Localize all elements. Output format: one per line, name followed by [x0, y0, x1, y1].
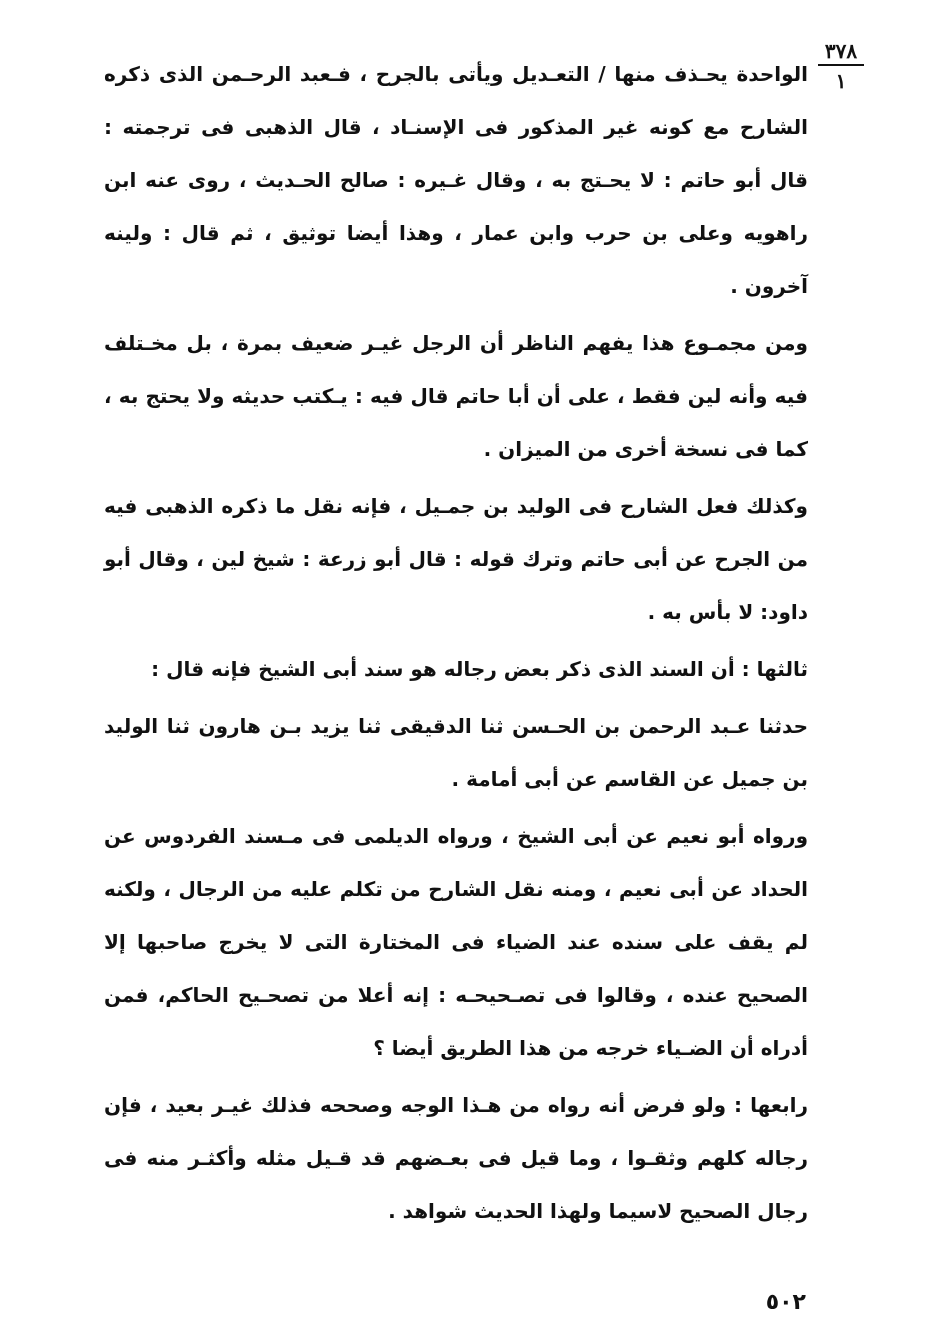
- margin-reference: [818, 40, 864, 92]
- margin-reference-page: ٣٧٨: [818, 40, 864, 66]
- body-text: [104, 48, 808, 1242]
- paragraph-3: وكذلك فعل الشارح فى الوليد بن جمـيل ، فإنه نقل ما ذكره الذهبى فيه من الجرح عن أبى حاتم وترك قوله : قال أبو زرعة : شيخ لين ، وقال أبو داود: لا بأس به .: [104, 494, 808, 624]
- paragraph-6: ورواه أبو نعيم عن أبى الشيخ ، ورواه الديلمى فى مـسند الفردوس عن الحداد عن أبى نعيم ، ومنه نقل الشارح من تكلم عليه من الرجال ، ولكنه لم يقف على سنده عند الضياء فى المختارة التى لا يخرج صاحبها إلا الصحيح عنده ، وقالوا فى تصـحيحـه : إنه أعلا من تصحـيح الحاكم، فمن أدراه أن الضـياء خرجه من هذا الطريق أيضا ؟: [104, 824, 808, 1060]
- paragraph-4: ثالثها : أن السند الذى ذكر بعض رجاله هو سند أبى الشيخ فإنه قال :: [151, 657, 808, 681]
- margin-reference-volume: ١: [835, 69, 847, 93]
- paragraph-7: رابعها : ولو فرض أنه رواه من هـذا الوجه وصححه فذلك غيـر بعيد ، فإن رجاله كلهم وثقـوا ، وما قيل فى بعـضهم قد قـيل مثله وأكثـر منه فى رجال الصحيح لاسيما ولهذا الحديث شواهد .: [104, 1093, 808, 1223]
- page-number: ٥٠٢: [765, 1290, 806, 1315]
- paragraph-2: ومن مجمـوع هذا يفهم الناظر أن الرجل غيـر ضعيف بمرة ، بل مخـتلف فيه وأنه لين فقط ، على أن أبا حاتم قال فيه : يـكتب حديثه ولا يحتج به ، كما فى نسخة أخرى من الميزان .: [104, 331, 808, 461]
- paragraph-1: الواحدة يحـذف منها / التعـديل ويأتى بالجرح ، فـعبد الرحـمن الذى ذكره الشارح مع كونه غير المذكور فى الإسنـاد ، قال الذهبى فى ترجمته : قال أبو حاتم : لا يحـتج به ، وقال غـيره : صالح الحـديث ، روى عنه ابن راهويه وعلى بن حرب وابن عمار ، وهذا أيضا توثيق ، ثم قال : ولينه آخرون .: [104, 62, 808, 298]
- paragraph-5: حدثنا عـبد الرحمن بن الحـسن ثنا الدقيقى ثنا يزيد بـن هارون ثنا الوليد بن جميل عن القاسم عن أبى أمامة .: [104, 714, 808, 791]
